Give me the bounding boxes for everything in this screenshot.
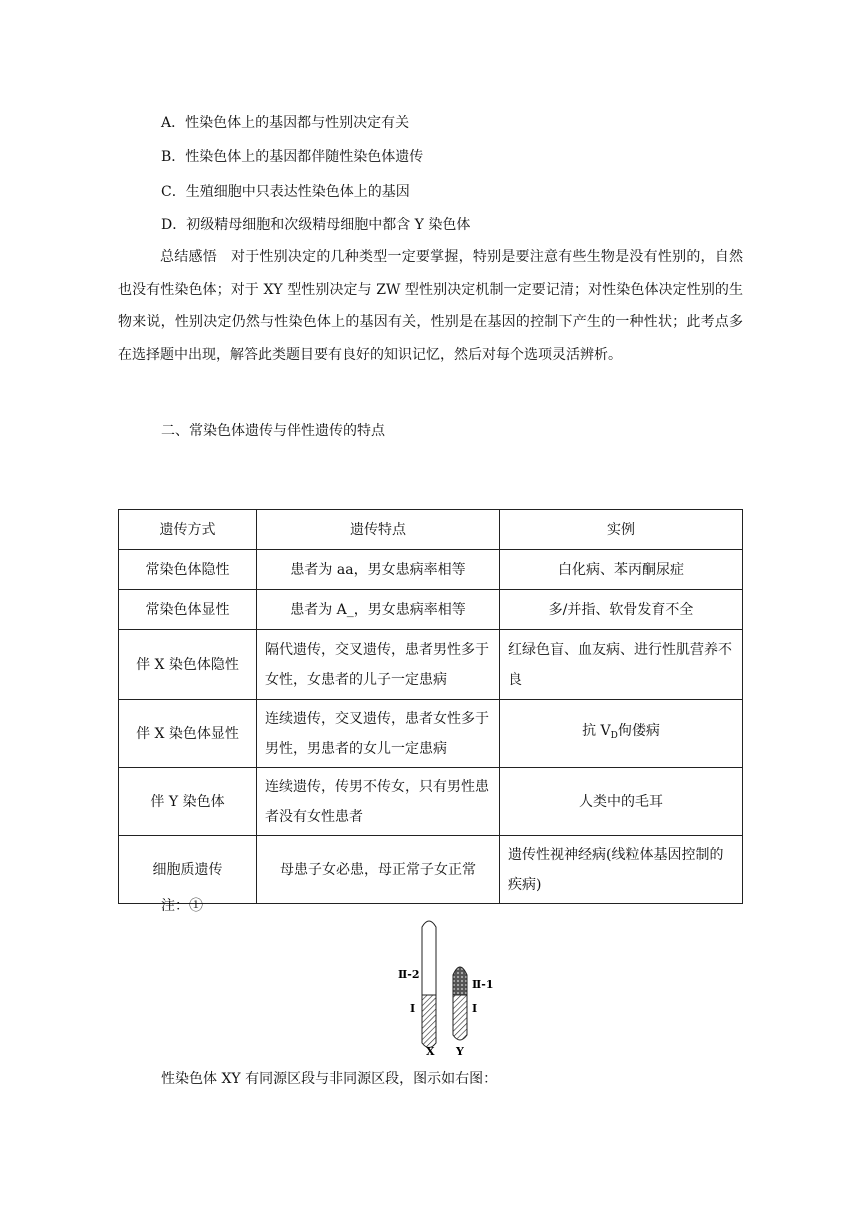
table-cell: 母患子女必患，母正常子女正常 bbox=[257, 836, 500, 904]
option-b: B．性染色体上的基因都伴随性染色体遗传 bbox=[161, 149, 424, 165]
table-cell: 患者为 A_，男女患病率相等 bbox=[257, 590, 500, 630]
table-cell: 伴 Y 染色体 bbox=[119, 768, 257, 836]
table-row bbox=[119, 550, 743, 590]
label-x: X bbox=[426, 1045, 435, 1058]
summary-paragraph bbox=[118, 241, 743, 371]
chromosome-diagram bbox=[388, 915, 508, 1060]
table-cell: 细胞质遗传 bbox=[119, 836, 257, 904]
table-row bbox=[119, 700, 743, 768]
option-d: D．初级精母细胞和次级精母细胞中都含 Y 染色体 bbox=[161, 217, 471, 233]
table-cell: 伴 X 染色体显性 bbox=[119, 700, 257, 768]
table-cell: 连续遗传，传男不传女，只有男性患者没有女性患者 bbox=[257, 768, 500, 836]
table-cell bbox=[500, 700, 743, 768]
y-homologous-segment bbox=[453, 995, 467, 1040]
option-a: A．性染色体上的基因都与性别决定有关 bbox=[161, 115, 410, 131]
table-cell: 白化病、苯丙酮尿症 bbox=[500, 550, 743, 590]
table-header-row bbox=[119, 510, 743, 550]
vd-sub: D bbox=[610, 731, 618, 741]
table-cell: 红绿色盲、血友病、进行性肌营养不良 bbox=[500, 630, 743, 700]
table-row bbox=[119, 630, 743, 700]
table-row bbox=[119, 836, 743, 904]
y-nonhomologous-segment bbox=[453, 967, 467, 995]
table-cell: 常染色体隐性 bbox=[119, 550, 257, 590]
header-cell: 遗传特点 bbox=[257, 510, 500, 550]
note-label: 注：① bbox=[161, 898, 203, 914]
header-cell: 实例 bbox=[500, 510, 743, 550]
y-chromosome bbox=[453, 967, 467, 1040]
summary-lead: 总结感悟 bbox=[160, 249, 217, 265]
table-row bbox=[119, 590, 743, 630]
label-ii1: Ⅱ-1 bbox=[472, 978, 494, 991]
vd-pre: 抗 V bbox=[582, 723, 611, 739]
label-i-left: Ⅰ bbox=[410, 1002, 416, 1015]
table-cell: 隔代遗传，交叉遗传，患者男性多于女性，女患者的儿子一定患病 bbox=[257, 630, 500, 700]
header-cell: 遗传方式 bbox=[119, 510, 257, 550]
x-top-segment bbox=[422, 921, 436, 995]
table-cell: 连续遗传，交叉遗传，患者女性多于男性，男患者的女儿一定患病 bbox=[257, 700, 500, 768]
summary-text: 对于性别决定的几种类型一定要掌握，特别是要注意有些生物是没有性别的，自然也没有性染色体；对于 XY 型性别决定与 ZW 型性别决定机制一定要记清；对性染色体决定性别的生物来说，性别决定仍然与性染色体上的基因有关，性别是在基因的控制下产生的一种性状；此考点多在选择题中出现，解答此类题目要有良好的知识记忆，然后对每个选项灵活辨析。 bbox=[118, 249, 744, 363]
label-i-right: Ⅰ bbox=[472, 1002, 478, 1015]
table-row bbox=[119, 768, 743, 836]
table-cell: 人类中的毛耳 bbox=[500, 768, 743, 836]
table-cell: 多/并指、软骨发育不全 bbox=[500, 590, 743, 630]
table-cell: 患者为 aa，男女患病率相等 bbox=[257, 550, 500, 590]
vd-post: 佝偻病 bbox=[617, 723, 660, 739]
table-cell: 遗传性视神经病(线粒体基因控制的疾病) bbox=[500, 836, 743, 904]
x-chromosome bbox=[422, 921, 436, 1048]
x-homologous-segment bbox=[422, 995, 436, 1048]
inheritance-table bbox=[118, 509, 743, 904]
option-c: C．生殖细胞中只表达性染色体上的基因 bbox=[161, 184, 410, 200]
table-cell: 伴 X 染色体隐性 bbox=[119, 630, 257, 700]
label-ii2: Ⅱ-2 bbox=[398, 968, 420, 981]
figure-caption: 性染色体 XY 有同源区段与非同源区段，图示如右图： bbox=[161, 1071, 498, 1087]
label-y: Y bbox=[456, 1045, 464, 1058]
section-title: 二、常染色体遗传与伴性遗传的特点 bbox=[161, 423, 385, 439]
table-cell: 常染色体显性 bbox=[119, 590, 257, 630]
